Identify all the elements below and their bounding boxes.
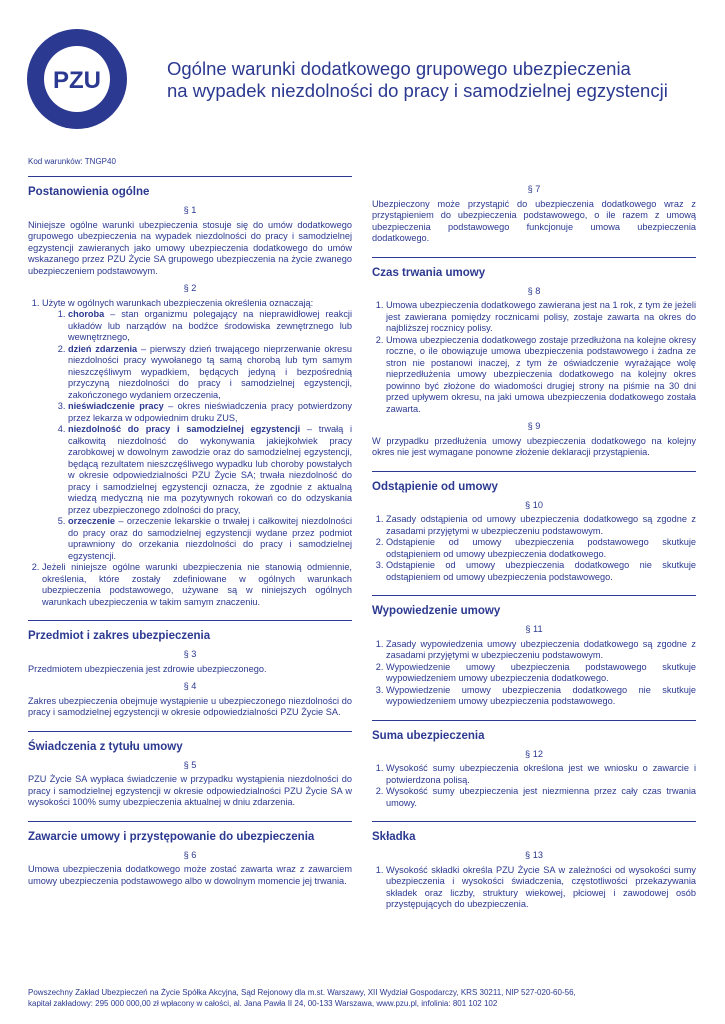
list-item: 2. Wysokość sumy ubezpieczenia jest niezmienna przez cały czas trwania umowy. [386, 786, 696, 809]
paragraph-number: § 13 [525, 850, 543, 860]
logo-text: PZU [53, 67, 101, 94]
paragraph-text: Zakres ubezpieczenia obejmuje wystąpienie u ubezpieczonego niezdolności do pracy i samodzielnej egzystencji w okresie odpowiedzialności PZU Życie SA. [28, 695, 352, 717]
section-divider [372, 595, 696, 596]
list-item: 2. Umowa ubezpieczenia dodatkowego zostaje przedłużona na kolejne okresy roczne, o ile obowiązuje umowa ubezpieczenia podstawowego i żadna ze stron nie postanowi inaczej, z tym że oświadczenie wyrażające wolę nieprzedłużenia umowy ubezpieczenia dodatkowego na kolejny okres powinno być złożone do wiadomości drugiej strony na piśmie na 30 dni przed upływem okresu, na jaki umowa ubezpieczenia dodatkowego została zawarta. [386, 335, 696, 416]
document-title [167, 58, 668, 102]
section-heading-duration: Czas trwania umowy [372, 266, 486, 279]
numbered-list [372, 300, 696, 415]
section-divider [28, 176, 352, 177]
definition-item: 5. orzeczenie – orzeczenie lekarskie o trwałej i całkowitej niezdolności do pracy oraz do samodzielnej egzystencji wydane przez podmiot uprawniony do orzekania niezdolności do pracy i samodzielnej egzystencji. [68, 516, 352, 562]
title-line-2: na wypadek niezdolności do pracy i samodzielnej egzystencji [167, 80, 668, 101]
list-item: 1. Użyte w ogólnych warunkach ubezpieczenia określenia oznaczają: 1. choroba – stan organizmu polegający na nieprawidłowej reakcji układów lub narządów na bodźce środowiska zewnętrznego lub wewnętrznego, 2. dzień zdarzenia – pierwszy dzień trwającego nieprzerwanie okresu niezdolności pracy wywołanego tą samą chorobą lub tym samym nieszczęśliwym wypadkiem, będących jedyną i bezpośrednią przyczyną niezdolności do pracy i samodzielnej egzystencji, zakończonego wydaniem orzeczenia, 3. nieświadczenie pracy – okres nieświadczenia pracy potwierdzony przez lekarza w odpowiednim druku ZUS, 4. niezdolność do pracy i samodzielnej egzystencji – trwałą i całkowitą niezdolność do wykonywania jakiejkolwiek pracy zarobkowej w dowolnym zawodzie oraz do samodzielnej egzystencji, będącą rezultatem nieszczęśliwego wypadku lub choroby powstałych w okresie odpowiedzialności PZU Życie SA; trwała niezdolność do pracy i samodzielnej egzystencji oznacza, że zgodnie z aktualną wiedzą medyczną nie ma pozytywnych rokowań co do odzyskania przez ubezpieczonego zdolności do pracy, 5. orzeczenie – orzeczenie lekarskie o trwałej i całkowitej niezdolności do pracy oraz do samodzielnej egzystencji wydane przez podmiot uprawniony do orzekania niezdolności do pracy i samodzielnej egzystencji. [42, 298, 352, 563]
list-item: 2. Odstąpienie od umowy ubezpieczenia podstawowego skutkuje odstąpieniem od umowy ubezpieczenia dodatkowego. [386, 537, 696, 560]
numbered-list [372, 514, 696, 583]
list-item: 3. Wypowiedzenie umowy ubezpieczenia dodatkowego nie skutkuje wypowiedzeniem umowy ubezpieczenia podstawowego. [386, 685, 696, 708]
definitions-list [28, 298, 352, 609]
list-item: 3. Odstąpienie od umowy ubezpieczenia dodatkowego nie skutkuje odstąpieniem od umowy ubezpieczenia podstawowego. [386, 560, 696, 583]
conditions-code: Kod warunków: TNGP40 [28, 157, 116, 166]
section-divider [372, 720, 696, 721]
list-item: 1. Zasady odstąpienia od umowy ubezpieczenia dodatkowego są zgodne z zasadami przyjętymi w ubezpieczeniu podstawowym. [386, 514, 696, 537]
paragraph-number: § 2 [183, 283, 197, 293]
paragraph-text: PZU Życie SA wypłaca świadczenie w przypadku wystąpienia niezdolności do pracy i samodzielnej egzystencji w okresie odpowiedzialności PZU Życie SA w wysokości 100% sumy ubezpieczenia aktualnej w dniu zdarzenia. [28, 774, 352, 807]
paragraph-text: Przedmiotem ubezpieczenia jest zdrowie ubezpieczonego. [28, 663, 267, 674]
list-item: 1. Zasady wypowiedzenia umowy ubezpieczenia dodatkowego są zgodne z zasadami przyjętymi w ubezpieczeniu podstawowym. [386, 639, 696, 662]
paragraph-text: Umowa ubezpieczenia dodatkowego może zostać zawarta wraz z zawarciem umowy ubezpieczenia podstawowego albo w dowolnym momencie jej trwania. [28, 864, 352, 886]
numbered-list [372, 865, 696, 911]
paragraph-number: § 10 [525, 499, 543, 510]
section-divider [372, 471, 696, 472]
definition-item: 2. dzień zdarzenia – pierwszy dzień trwającego nieprzerwanie okresu niezdolności pracy wywołanego tą samą chorobą lub tym samym nieszczęśliwym wypadkiem, będących jedyną i bezpośrednią przyczyną niezdolności do pracy i samodzielnej egzystencji, zakończonego wydaniem orzeczenia, [68, 344, 352, 402]
footer-line-2: kapitał zakładowy: 295 000 000,00 zł wpłacony w całości, al. Jana Pawła II 24, 00-133 Warszawa, www.pzu.pl, infolinia: 801 102 102 [28, 999, 498, 1008]
right-column [372, 176, 696, 911]
definition-item: 3. nieświadczenie pracy – okres nieświadczenia pracy potwierdzony przez lekarza w odpowiednim druku ZUS, [68, 401, 352, 424]
section-heading-premium: Składka [372, 831, 416, 843]
title-line-1: Ogólne warunki dodatkowego grupowego ubezpieczenia [167, 58, 631, 79]
company-footer [28, 987, 576, 1009]
list-item: 1. Wysokość składki określa PZU Życie SA w zależności od wysokości sumy ubezpieczenia i wysokości świadczenia, częstotliwości przekazywania składek oraz liczby, struktury wiekowej, płciowej i zawodowej osób przystępujących do ubezpieczenia. [386, 865, 696, 911]
paragraph-number: § 6 [183, 849, 197, 860]
section-divider [372, 257, 696, 258]
paragraph-number: § 1 [183, 205, 197, 215]
section-heading-scope: Przedmiot i zakres ubezpieczenia [28, 630, 211, 642]
section-divider [372, 821, 696, 822]
paragraph-text: Ubezpieczony może przystąpić do ubezpieczenia dodatkowego wraz z przystąpieniem do ubezpieczenia podstawowego, o ile razem z umową ubezpieczenia podstawowego funkcjonuje umowa ubezpieczenia dodatkowego. [372, 198, 696, 243]
numbered-list [372, 763, 696, 809]
section-heading-sum-insured: Suma ubezpieczenia [372, 729, 485, 742]
section-heading-benefits: Świadczenia z tytułu umowy [28, 740, 183, 753]
footer-line-1: Powszechny Zakład Ubezpieczeń na Życie Spółka Akcyjna, Sąd Rejonowy dla m.st. Warszawy, XII Wydział Gospodarczy, KRS 30211, NIP 527-020-60-56, [28, 988, 576, 997]
paragraph-text: Niniejsze ogólne warunki ubezpieczenia stosuje się do umów dodatkowego grupowego ubezpieczenia na wypadek niezdolności do pracy i samodzielnej egzystencji zawieranych jako umowy ubezpieczenia dodatkowego do umów wskazanego przez PZU Życie SA grupowego ubezpieczenia na życie zwanego ubezpieczeniem podstawowym. [28, 219, 352, 276]
list-item: 2. Jeżeli niniejsze ogólne warunki ubezpieczenia nie stanowią odmiennie, określenia, które zostały zdefiniowane w ogólnych warunkach ubezpieczenia podstawowego, używane są w niniejszych ogólnych warunkach ubezpieczenia w takim samym znaczeniu. [42, 562, 352, 608]
numbered-list [372, 639, 696, 708]
paragraph-number: § 8 [527, 285, 541, 296]
paragraph-number: § 3 [183, 649, 197, 659]
paragraph-number: § 5 [183, 759, 197, 770]
section-divider [28, 620, 352, 621]
list-item: 2. Wypowiedzenie umowy ubezpieczenia podstawowego skutkuje wypowiedzeniem umowy ubezpieczenia dodatkowego. [386, 662, 696, 685]
pzu-logo [26, 28, 128, 130]
definition-item: 4. niezdolność do pracy i samodzielnej egzystencji – trwałą i całkowitą niezdolność do wykonywania jakiejkolwiek pracy zarobkowej w dowolnym zawodzie oraz do samodzielnej egzystencji, będącą rezultatem nieszczęśliwego wypadku lub choroby powstałych w okresie odpowiedzialności PZU Życie SA; trwała niezdolność do pracy i samodzielnej egzystencji oznacza, że zgodnie z aktualną wiedzą medyczną nie ma pozytywnych rokowań co do odzyskania przez ubezpieczonego zdolności do pracy, [68, 424, 352, 516]
paragraph-number: § 7 [527, 184, 541, 194]
definitions-sublist [42, 309, 352, 562]
section-divider [28, 731, 352, 732]
section-divider [28, 821, 352, 822]
paragraph-number: § 9 [527, 421, 541, 431]
definition-item: 1. choroba – stan organizmu polegający na nieprawidłowej reakcji układów lub narządów na bodźce środowiska zewnętrznego lub wewnętrznego, [68, 309, 352, 344]
paragraph-number: § 12 [525, 748, 543, 759]
section-heading-conclusion: Zawarcie umowy i przystępowanie do ubezpieczenia [28, 830, 315, 843]
paragraph-number: § 11 [525, 624, 543, 634]
section-heading-general: Postanowienia ogólne [28, 186, 150, 198]
list-item: 1. Umowa ubezpieczenia dodatkowego zawierana jest na 1 rok, z tym że jeżeli jest zawierana pomiędzy rocznicami polisy, zostaje zawarta na okres do najbliższej rocznicy polisy. [386, 300, 696, 335]
paragraph-text: W przypadku przedłużenia umowy ubezpieczenia dodatkowego na kolejny okres nie jest wymagane ponowne złożenie deklaracji przystąpienia. [372, 435, 696, 457]
section-heading-termination: Wypowiedzenie umowy [372, 605, 501, 617]
left-column [28, 176, 352, 887]
section-heading-withdrawal: Odstąpienie od umowy [372, 480, 498, 493]
list-item: 1. Wysokość sumy ubezpieczenia określona jest we wniosku o zawarcie i potwierdzona polisą. [386, 763, 696, 786]
paragraph-number: § 4 [183, 681, 197, 691]
